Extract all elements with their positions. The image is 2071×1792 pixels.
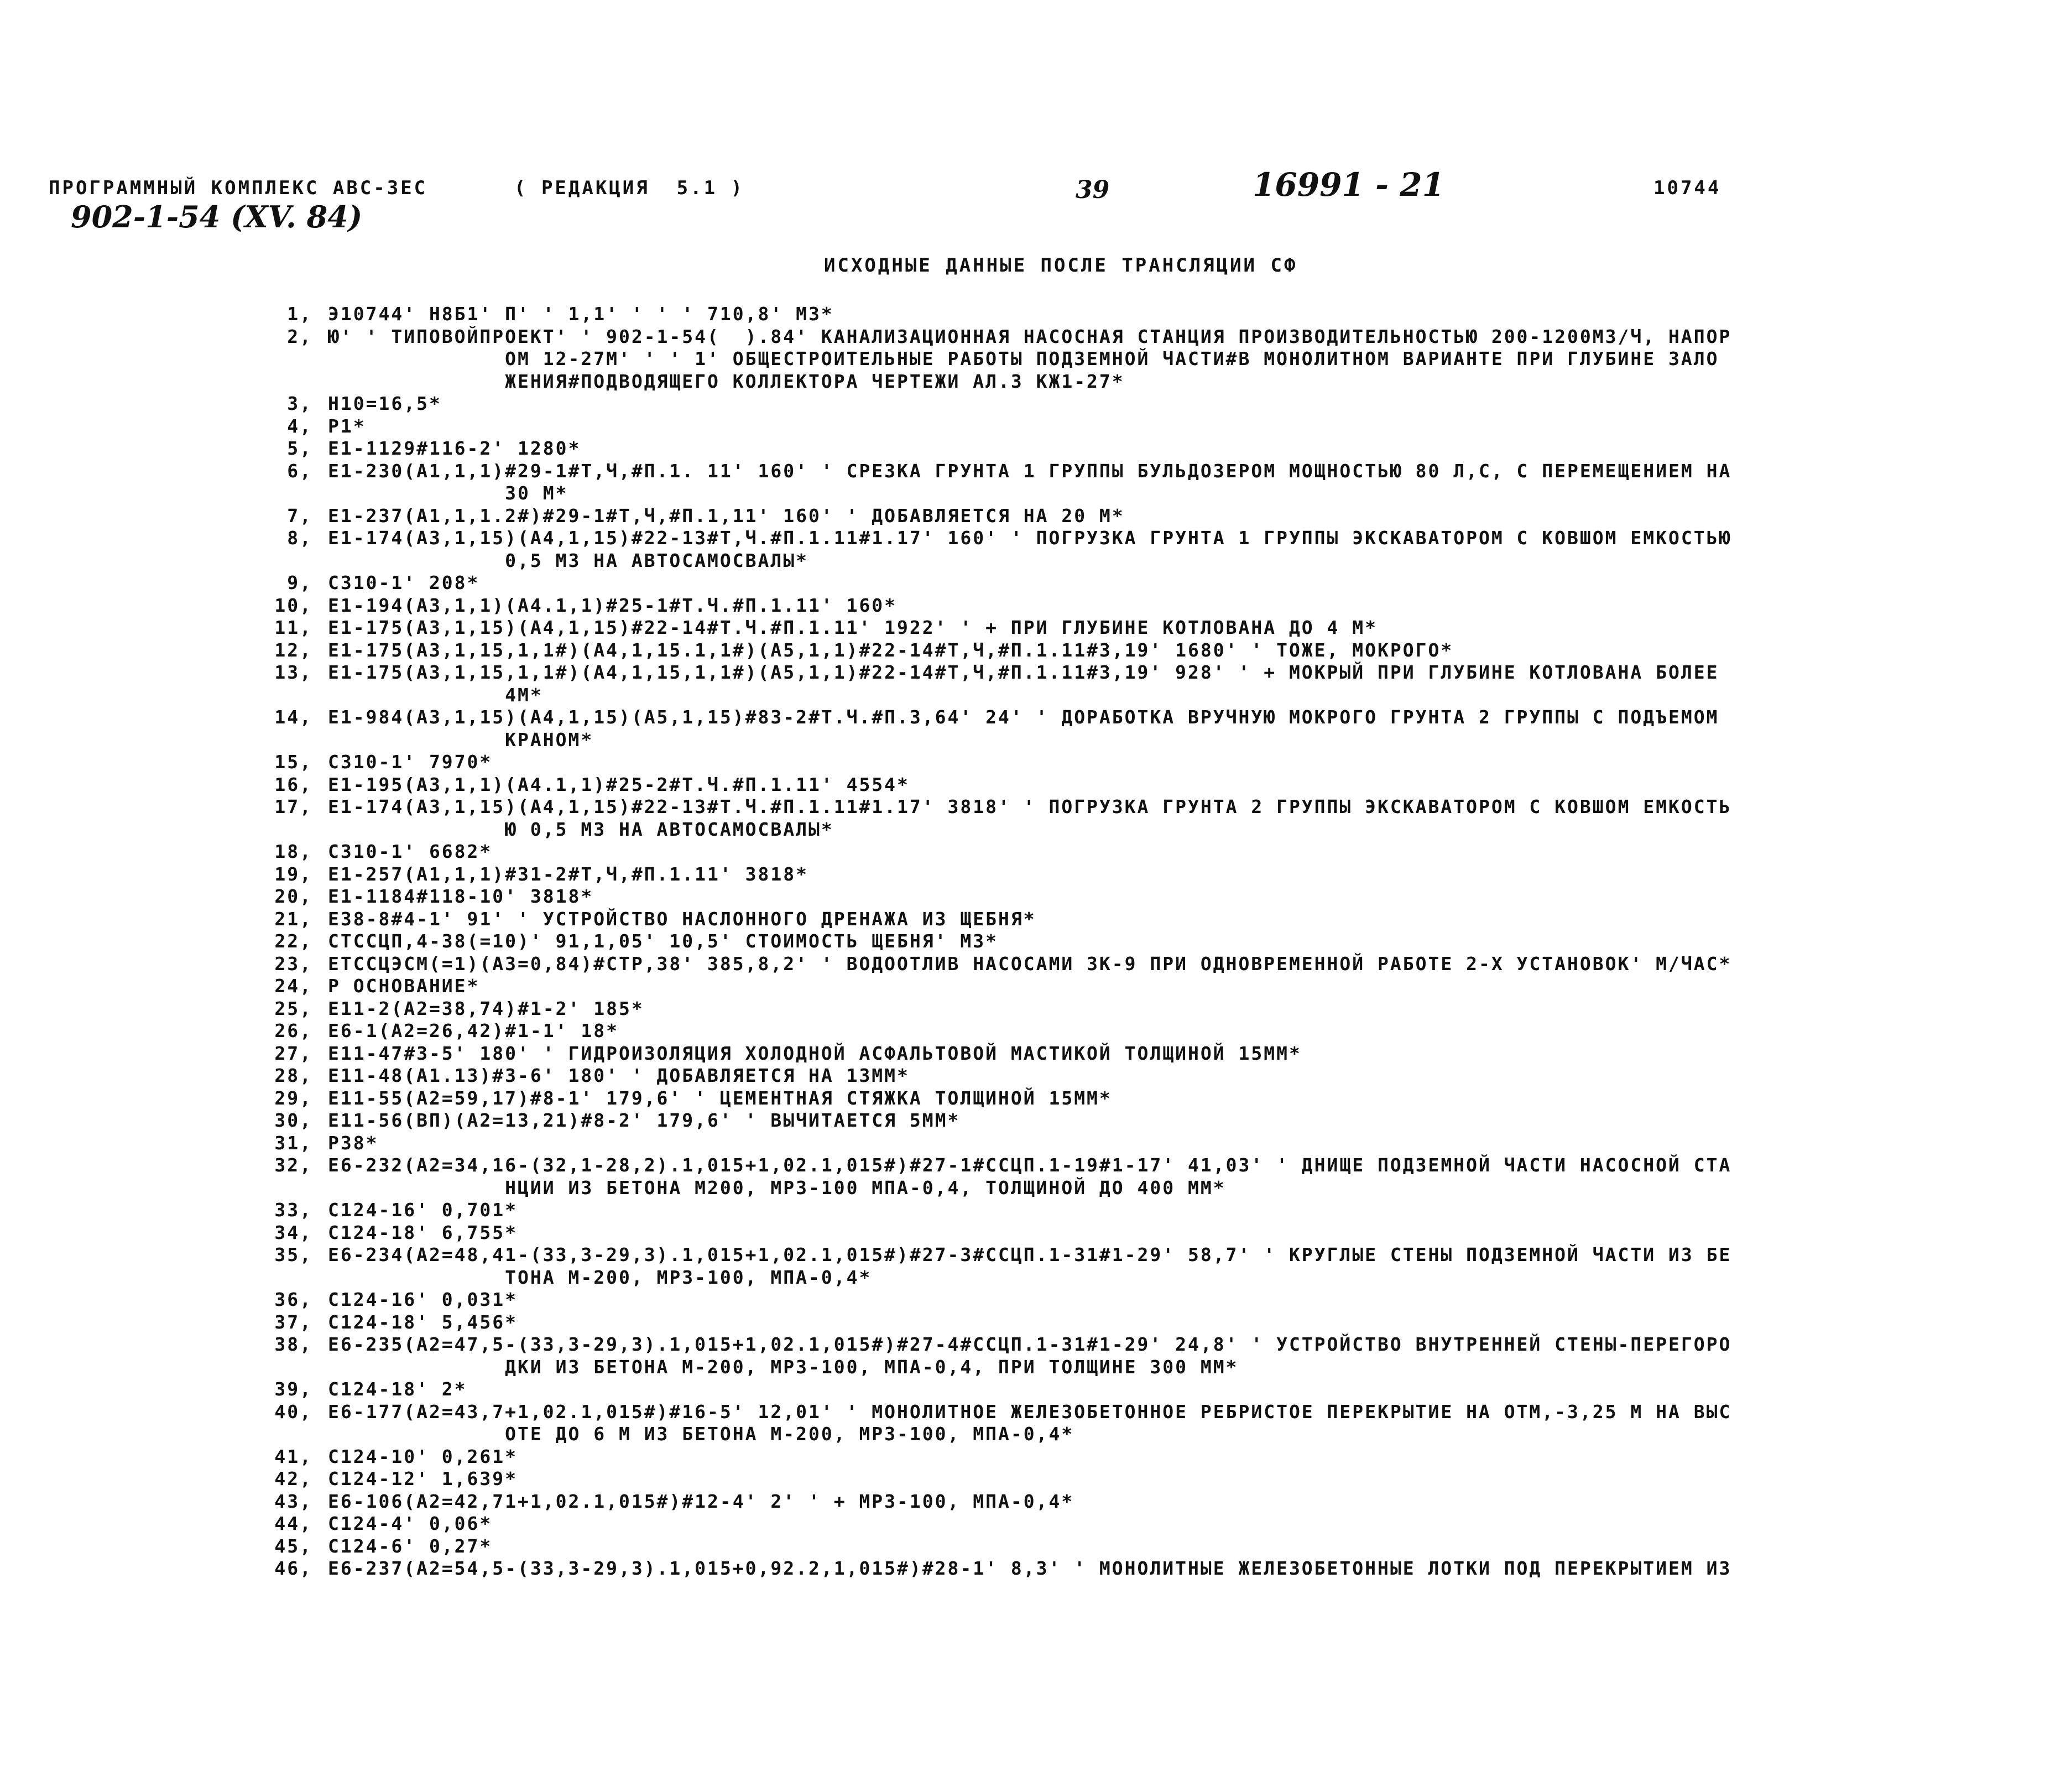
entry-text: Е1-1184#118-10' 3818* <box>328 885 594 907</box>
entry-number: 9, <box>287 572 312 593</box>
entry-number: 17, <box>274 796 312 817</box>
entry-text: Н10=16,5* <box>328 393 442 414</box>
entry-text: Е1-1129#116-2' 1280* <box>328 437 581 459</box>
entry-text: Е11-48(А1.13)#3-6' 180' ' ДОБАВЛЯЕТСЯ НА 13ММ* <box>328 1065 910 1086</box>
entry-number: 18, <box>274 841 312 862</box>
entry-number: 25, <box>274 997 312 1019</box>
entry-number: 28, <box>274 1065 312 1086</box>
entry-number: 31, <box>274 1132 312 1154</box>
listing-entry <box>252 885 1994 908</box>
listing-entry <box>252 1446 1994 1468</box>
listing-entry <box>252 393 1994 415</box>
listing-entry <box>252 1020 1994 1043</box>
entry-number: 36, <box>274 1289 312 1310</box>
listing-entry <box>252 1043 1994 1065</box>
listing-entry <box>252 1513 1994 1535</box>
listing <box>252 303 1994 1580</box>
entry-text: С124-12' 1,639* <box>328 1468 518 1489</box>
entry-number: 37, <box>274 1311 312 1333</box>
entry-number: 14, <box>274 706 312 728</box>
listing-entry <box>252 796 1994 841</box>
listing-entry <box>252 975 1994 998</box>
listing-entry <box>252 303 1994 326</box>
entry-text: С124-16' 0,701* <box>328 1199 518 1221</box>
entry-text: Е1-237(А1,1,1.2#)#29-1#Т,Ч,#П.1,11' 160' ' ДОБАВЛЯЕТСЯ НА 20 М* <box>328 504 1125 527</box>
document-number: 10744 <box>1653 177 1722 199</box>
listing-entry <box>252 1289 1994 1311</box>
listing-entry <box>252 661 1994 706</box>
listing-entry <box>252 326 1994 393</box>
listing-entry <box>252 1065 1994 1087</box>
entry-number: 5, <box>287 437 312 459</box>
entry-number: 43, <box>274 1490 312 1512</box>
listing-entry <box>252 1401 1994 1446</box>
listing-entry <box>252 617 1994 639</box>
entry-text: С124-4' 0,06* <box>328 1513 493 1534</box>
entry-number: 16, <box>274 773 312 795</box>
entry-text: Е1-984(А3,1,15)(А4,1,15)(А5,1,15)#83-2#Т.Ч.#П.3,64' 24' ' ДОРАБОТКА ВРУЧНУЮ МОКРОГО ГРУНТА 2 ГРУППЫ С ПОДЪЕМОМ КРАНОМ* <box>328 706 1719 751</box>
entry-text: Е6-235(А2=47,5-(33,3-29,3).1,015+1,02.1,015#)#27-4#ССЦП.1-31#1-29' 24,8' ' УСТРОЙСТВО ВНУТРЕННЕЙ СТЕНЫ-ПЕРЕГОРО ДКИ ИЗ БЕТОНА М-200, МРЗ-100, МПА-0,4, ПРИ ТОЛЩИНЕ 300 ММ* <box>328 1333 1732 1378</box>
entry-number: 29, <box>274 1087 312 1109</box>
entry-text: Е1-175(А3,1,15,1,1#)(А4,1,15.1,1#)(А5,1,1)#22-14#Т,Ч,#П.1.11#3,19' 1680' ' ТОЖЕ, МОКРОГО* <box>328 639 1454 661</box>
entry-text: С310-1' 6682* <box>328 841 493 862</box>
listing-entry <box>252 953 1994 976</box>
entry-text: Е1-174(А3,1,15)(А4,1,15)#22-13#Т,Ч.#П.1.11#1.17' 160' ' ПОГРУЗКА ГРУНТА 1 ГРУППЫ ЭКСКАВАТОРОМ С КОВШОМ ЕМКОСТЬЮ 0,5 МЗ НА АВТОСАМОСВАЛЫ* <box>328 527 1732 571</box>
listing-entry <box>252 460 1994 505</box>
entry-number: 21, <box>274 908 312 930</box>
entry-text: Е38-8#4-1' 91' ' УСТРОЙСТВО НАСЛОННОГО ДРЕНАЖА ИЗ ЩЕБНЯ* <box>328 908 1036 930</box>
entry-number: 1, <box>287 303 312 325</box>
listing-entry <box>252 998 1994 1020</box>
entry-text: Е1-195(А3,1,1)(А4.1,1)#25-2#Т.Ч.#П.1.11' 4554* <box>328 773 910 795</box>
listing-entry <box>252 1244 1994 1289</box>
listing-entry <box>252 751 1994 774</box>
entry-number: 39, <box>274 1378 312 1400</box>
listing-entry <box>252 505 1994 528</box>
listing-entry <box>252 841 1994 863</box>
entry-number: 26, <box>274 1020 312 1041</box>
entry-number: 4, <box>287 415 312 437</box>
listing-entry <box>252 1132 1994 1155</box>
entry-number: 8, <box>287 527 312 549</box>
entry-number: 3, <box>287 393 312 414</box>
entry-number: 40, <box>274 1400 312 1423</box>
entry-number: 44, <box>274 1513 312 1534</box>
entry-text: Е6-177(А2=43,7+1,02.1,015#)#16-5' 12,01' ' МОНОЛИТНОЕ ЖЕЛЕЗОБЕТОННОЕ РЕБРИСТОЕ ПЕРЕКРЫТИЕ НА ОТМ,-3,25 М НА ВЫС ОТЕ ДО 6 М ИЗ БЕТОНА М-200, МРЗ-100, МПА-0,4* <box>328 1400 1732 1445</box>
entry-text: Е1-257(А1,1,1)#31-2#Т,Ч,#П.1.11' 3818* <box>328 863 808 885</box>
entry-text: Е11-55(А2=59,17)#8-1' 179,6' ' ЦЕМЕНТНАЯ СТЯЖКА ТОЛЩИНОЙ 15ММ* <box>328 1087 1112 1109</box>
entry-number: 46, <box>274 1557 312 1579</box>
entry-text: С124-18' 2* <box>328 1378 467 1400</box>
entry-text: Р38* <box>328 1132 379 1154</box>
entry-number: 45, <box>274 1535 312 1557</box>
listing-entry <box>252 774 1994 796</box>
entry-number: 27, <box>274 1042 312 1064</box>
entry-number: 38, <box>274 1333 312 1355</box>
entry-text: Е1-175(А3,1,15)(А4,1,15)#22-14#Т.Ч.#П.1.11' 1922' ' + ПРИ ГЛУБИНЕ КОТЛОВАНА ДО 4 М* <box>328 617 1378 638</box>
listing-entry <box>252 639 1994 662</box>
listing-entry <box>252 863 1994 886</box>
listing-entry <box>252 1222 1994 1244</box>
listing-entry <box>252 1311 1994 1334</box>
listing-entry <box>252 1087 1994 1110</box>
entry-text: Е6-237(А2=54,5-(33,3-29,3).1,015+0,92.2,1,015#)#28-1' 8,3' ' МОНОЛИТНЫЕ ЖЕЛЕЗОБЕТОННЫЕ ЛОТКИ ПОД ПЕРЕКРЫТИЕМ ИЗ <box>328 1557 1732 1579</box>
entry-text: Е6-1(А2=26,42)#1-1' 18* <box>328 1020 619 1041</box>
entry-text: Ю' ' ТИПОВОЙПРОЕКТ' ' 902-1-54( ).84' КАНАЛИЗАЦИОННАЯ НАСОСНАЯ СТАНЦИЯ ПРОИЗВОДИТЕЛЬНОСТЬЮ 200-1200МЗ/Ч, НАПОР ОМ 12-27М' ' ' 1' ОБЩЕСТРОИТЕЛЬНЫЕ РАБОТЫ ПОДЗЕМНОЙ ЧАСТИ#В МОНОЛИТНОМ ВАРИАНТЕ ПРИ ГЛУБИНЕ ЗАЛО ЖЕНИЯ#ПОДВОДЯЩЕГО КОЛЛЕКТОРА ЧЕРТЕЖИ АЛ.3 КЖ1-27* <box>328 325 1732 392</box>
entry-text: Е6-232(А2=34,16-(32,1-28,2).1,015+1,02.1,015#)#27-1#ССЦП.1-19#1-17' 41,03' ' ДНИЩЕ ПОДЗЕМНОЙ ЧАСТИ НАСОСНОЙ СТА НЦИИ ИЗ БЕТОНА М200, МРЗ-100 МПА-0,4, ТОЛЩИНОЙ ДО 400 ММ* <box>328 1154 1732 1199</box>
entry-number: 10, <box>274 594 312 616</box>
program-name: ПРОГРАММНЫЙ КОМПЛЕКС АВС-3ЕС <box>49 177 428 199</box>
listing-entry <box>252 706 1994 751</box>
listing-entry <box>252 1378 1994 1401</box>
listing-entry <box>252 930 1994 953</box>
entry-number: 23, <box>274 952 312 975</box>
listing-entry <box>252 1333 1994 1378</box>
entry-number: 42, <box>274 1468 312 1489</box>
entry-text: С124-18' 6,755* <box>328 1221 518 1243</box>
entry-number: 13, <box>274 661 312 683</box>
entry-text: С310-1' 208* <box>328 572 480 593</box>
listing-entry <box>252 1154 1994 1199</box>
page-number: 39 <box>1076 176 1110 204</box>
listing-entry <box>252 908 1994 931</box>
handwritten-project-number: 902-1-54 (XV. 84) <box>71 199 363 235</box>
entry-number: 7, <box>287 504 312 527</box>
listing-entry <box>252 415 1994 438</box>
entry-text: С124-10' 0,261* <box>328 1445 518 1467</box>
entry-text: ЕТССЦЭСМ(=1)(А3=0,84)#СТР,38' 385,8,2' ' ВОДООТЛИВ НАСОСАМИ ЗК-9 ПРИ ОДНОВРЕМЕННОЙ РАБОТЕ 2-Х УСТАНОВОК' М/ЧАС* <box>328 952 1732 975</box>
entry-number: 20, <box>274 885 312 907</box>
listing-entry <box>252 595 1994 617</box>
entry-number: 24, <box>274 975 312 997</box>
entry-text: Е1-194(А3,1,1)(А4.1,1)#25-1#Т.Ч.#П.1.11' 160* <box>328 594 898 616</box>
page-title: ИСХОДНЫЕ ДАННЫЕ ПОСЛЕ ТРАНСЛЯЦИИ СФ <box>824 254 1298 277</box>
entry-text: Е6-234(А2=48,41-(33,3-29,3).1,015+1,02.1,015#)#27-3#ССЦП.1-31#1-29' 58,7' ' КРУГЛЫЕ СТЕНЫ ПОДЗЕМНОЙ ЧАСТИ ИЗ БЕ ТОНА М-200, МРЗ-100, МПА-0,4* <box>328 1244 1732 1288</box>
entry-number: 15, <box>274 751 312 773</box>
entry-number: 35, <box>274 1244 312 1265</box>
listing-entry <box>252 527 1994 572</box>
entry-text: Е1-230(А1,1,1)#29-1#Т,Ч,#П.1. 11' 160' ' СРЕЗКА ГРУНТА 1 ГРУППЫ БУЛЬДОЗЕРОМ МОЩНОСТЬЮ 80 Л,С, С ПЕРЕМЕЩЕНИЕМ НА 30 М* <box>328 460 1732 504</box>
entry-number: 30, <box>274 1109 312 1131</box>
entry-text: Е1-175(А3,1,15,1,1#)(А4,1,15,1,1#)(А5,1,1)#22-14#Т,Ч,#П.1.11#3,19' 928' ' + МОКРЫЙ ПРИ ГЛУБИНЕ КОТЛОВАНА БОЛЕЕ 4М* <box>328 661 1719 706</box>
entry-number: 19, <box>274 863 312 885</box>
entry-text: Е1-174(А3,1,15)(А4,1,15)#22-13#Т.Ч.#П.1.11#1.17' 3818' ' ПОГРУЗКА ГРУНТА 2 ГРУППЫ ЭКСКАВАТОРОМ С КОВШОМ ЕМКОСТЬ Ю 0,5 МЗ НА АВТОСАМОСВАЛЫ* <box>328 796 1732 840</box>
listing-entry <box>252 1199 1994 1222</box>
listing-entry <box>252 437 1994 460</box>
entry-number: 2, <box>287 325 312 347</box>
entry-text: С310-1' 7970* <box>328 751 493 773</box>
entry-number: 41, <box>274 1445 312 1467</box>
listing-entry <box>252 1557 1994 1580</box>
handwritten-code: 16991 - 21 <box>1253 166 1444 204</box>
entry-number: 32, <box>274 1154 312 1176</box>
entry-text: С124-6' 0,27* <box>328 1535 493 1557</box>
entry-text: Е11-47#3-5' 180' ' ГИДРОИЗОЛЯЦИЯ ХОЛОДНОЙ АСФАЛЬТОВОЙ МАСТИКОЙ ТОЛЩИНОЙ 15ММ* <box>328 1042 1302 1064</box>
entry-number: 6, <box>287 460 312 482</box>
entry-number: 34, <box>274 1221 312 1243</box>
entry-number: 22, <box>274 930 312 952</box>
entry-text: С124-18' 5,456* <box>328 1311 518 1333</box>
entry-text: Э10744' Н8Б1' П' ' 1,1' ' ' ' 710,8' МЗ* <box>328 303 834 325</box>
entry-text: Р ОСНОВАНИЕ* <box>328 975 480 997</box>
entry-number: 11, <box>274 617 312 638</box>
listing-entry <box>252 1109 1994 1132</box>
entry-text: Е6-106(А2=42,71+1,02.1,015#)#12-4' 2' ' + МРЗ-100, МПА-0,4* <box>328 1490 1074 1512</box>
entry-text: Р1* <box>328 415 366 437</box>
listing-entry <box>252 1535 1994 1558</box>
entry-text: С124-16' 0,031* <box>328 1289 518 1310</box>
entry-text: Е11-2(А2=38,74)#1-2' 185* <box>328 997 644 1019</box>
listing-entry <box>252 572 1994 595</box>
listing-entry <box>252 1491 1994 1513</box>
entry-number: 12, <box>274 639 312 661</box>
entry-text: СТССЦП,4-38(=10)' 91,1,05' 10,5' СТОИМОСТЬ ЩЕБНЯ' МЗ* <box>328 930 998 952</box>
entry-number: 33, <box>274 1199 312 1221</box>
entry-text: Е11-56(ВП)(А2=13,21)#8-2' 179,6' ' ВЫЧИТАЕТСЯ 5ММ* <box>328 1109 961 1131</box>
listing-entry <box>252 1468 1994 1491</box>
revision-label: ( РЕДАКЦИЯ 5.1 ) <box>514 177 744 199</box>
